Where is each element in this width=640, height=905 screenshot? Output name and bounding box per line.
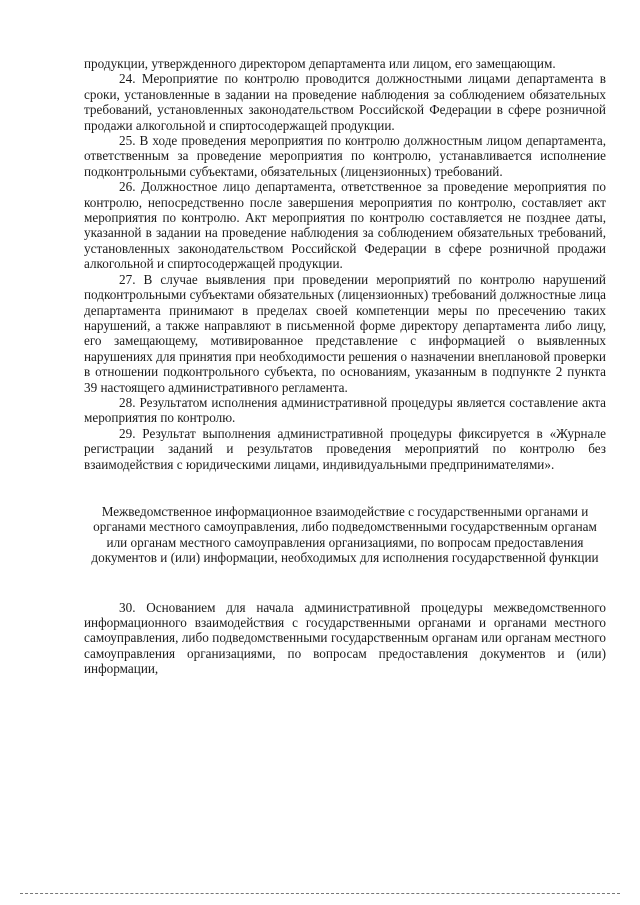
paragraph-28: 28. Результатом исполнения административной процедуры является составление акта мероприятия по контролю. (84, 394, 606, 426)
paragraph-25: 25. В ходе проведения мероприятия по контролю должностным лицом департамента, ответственным за проведение мероприятия по контролю, устанавливается исполнение подконтрольными субъектами, обязательных (лицензионных) требований. (84, 133, 606, 179)
paragraph-29: 29. Результат выполнения административной процедуры фиксируется в «Журнале регистрации заданий и результатов проведения мероприятий по контролю без взаимодействия с юридическими лицами, индивидуальными предпринимателями». (84, 425, 606, 472)
paragraph-30: 30. Основанием для начала административной процедуры межведомственного информационного взаимодействия с государственными органами и органами местного самоуправления, либо подведомственными государственным органам или органам местного самоуправления организациями, по вопросам предоставления документов и (или) информации, (84, 599, 606, 677)
paragraph-continuation: продукции, утвержденного директором департамента или лицом, его замещающим. (84, 56, 556, 71)
paragraph-27: 27. В случае выявления при проведении мероприятий по контролю нарушений подконтрольными субъектами обязательных (лицензионных) требований должностные лица департамента принимают в пределах своей компетенции меры по пресечению таких нарушений, а также направляют в письменной форме директору департамента либо лицу, его замещающему, мотивированное представление с информацией о выявленных нарушениях для принятия при необходимости решения о назначении внеплановой проверки в отношении подконтрольного субъекта, по основаниям, указанным в подпункте 2 пункта 39 настоящего административного регламента. (84, 271, 606, 395)
document-body (84, 56, 606, 677)
paragraph-24: 24. Мероприятие по контролю проводится должностными лицами департамента в сроки, установленные в задании на проведение наблюдения за соблюдением обязательных требований, установленных законодательством Российской Федерации в сфере розничной продажи алкогольной и спиртосодержащей продукции. (84, 71, 606, 133)
section-heading: Межведомственное информационное взаимодействие с государственными органами и органами местного самоуправления, либо подведомственными государственным органам или органам местного самоуправления организациями, по вопросам предоставления документов и (или) информации, необходимых для исполнения государственной функции (91, 503, 599, 566)
paragraph-26: 26. Должностное лицо департамента, ответственное за проведение мероприятия по контролю, непосредственно после завершения мероприятия по контролю, составляет акт мероприятия по контролю. Акт мероприятия по контролю составляется не позднее даты, указанной в задании на проведение наблюдения за соблюдением обязательных требований, установленных законодательством Российской Федерации в сфере розничной продажи алкогольной и спиртосодержащей продукции. (84, 179, 606, 272)
page-bottom-rule (20, 893, 620, 894)
